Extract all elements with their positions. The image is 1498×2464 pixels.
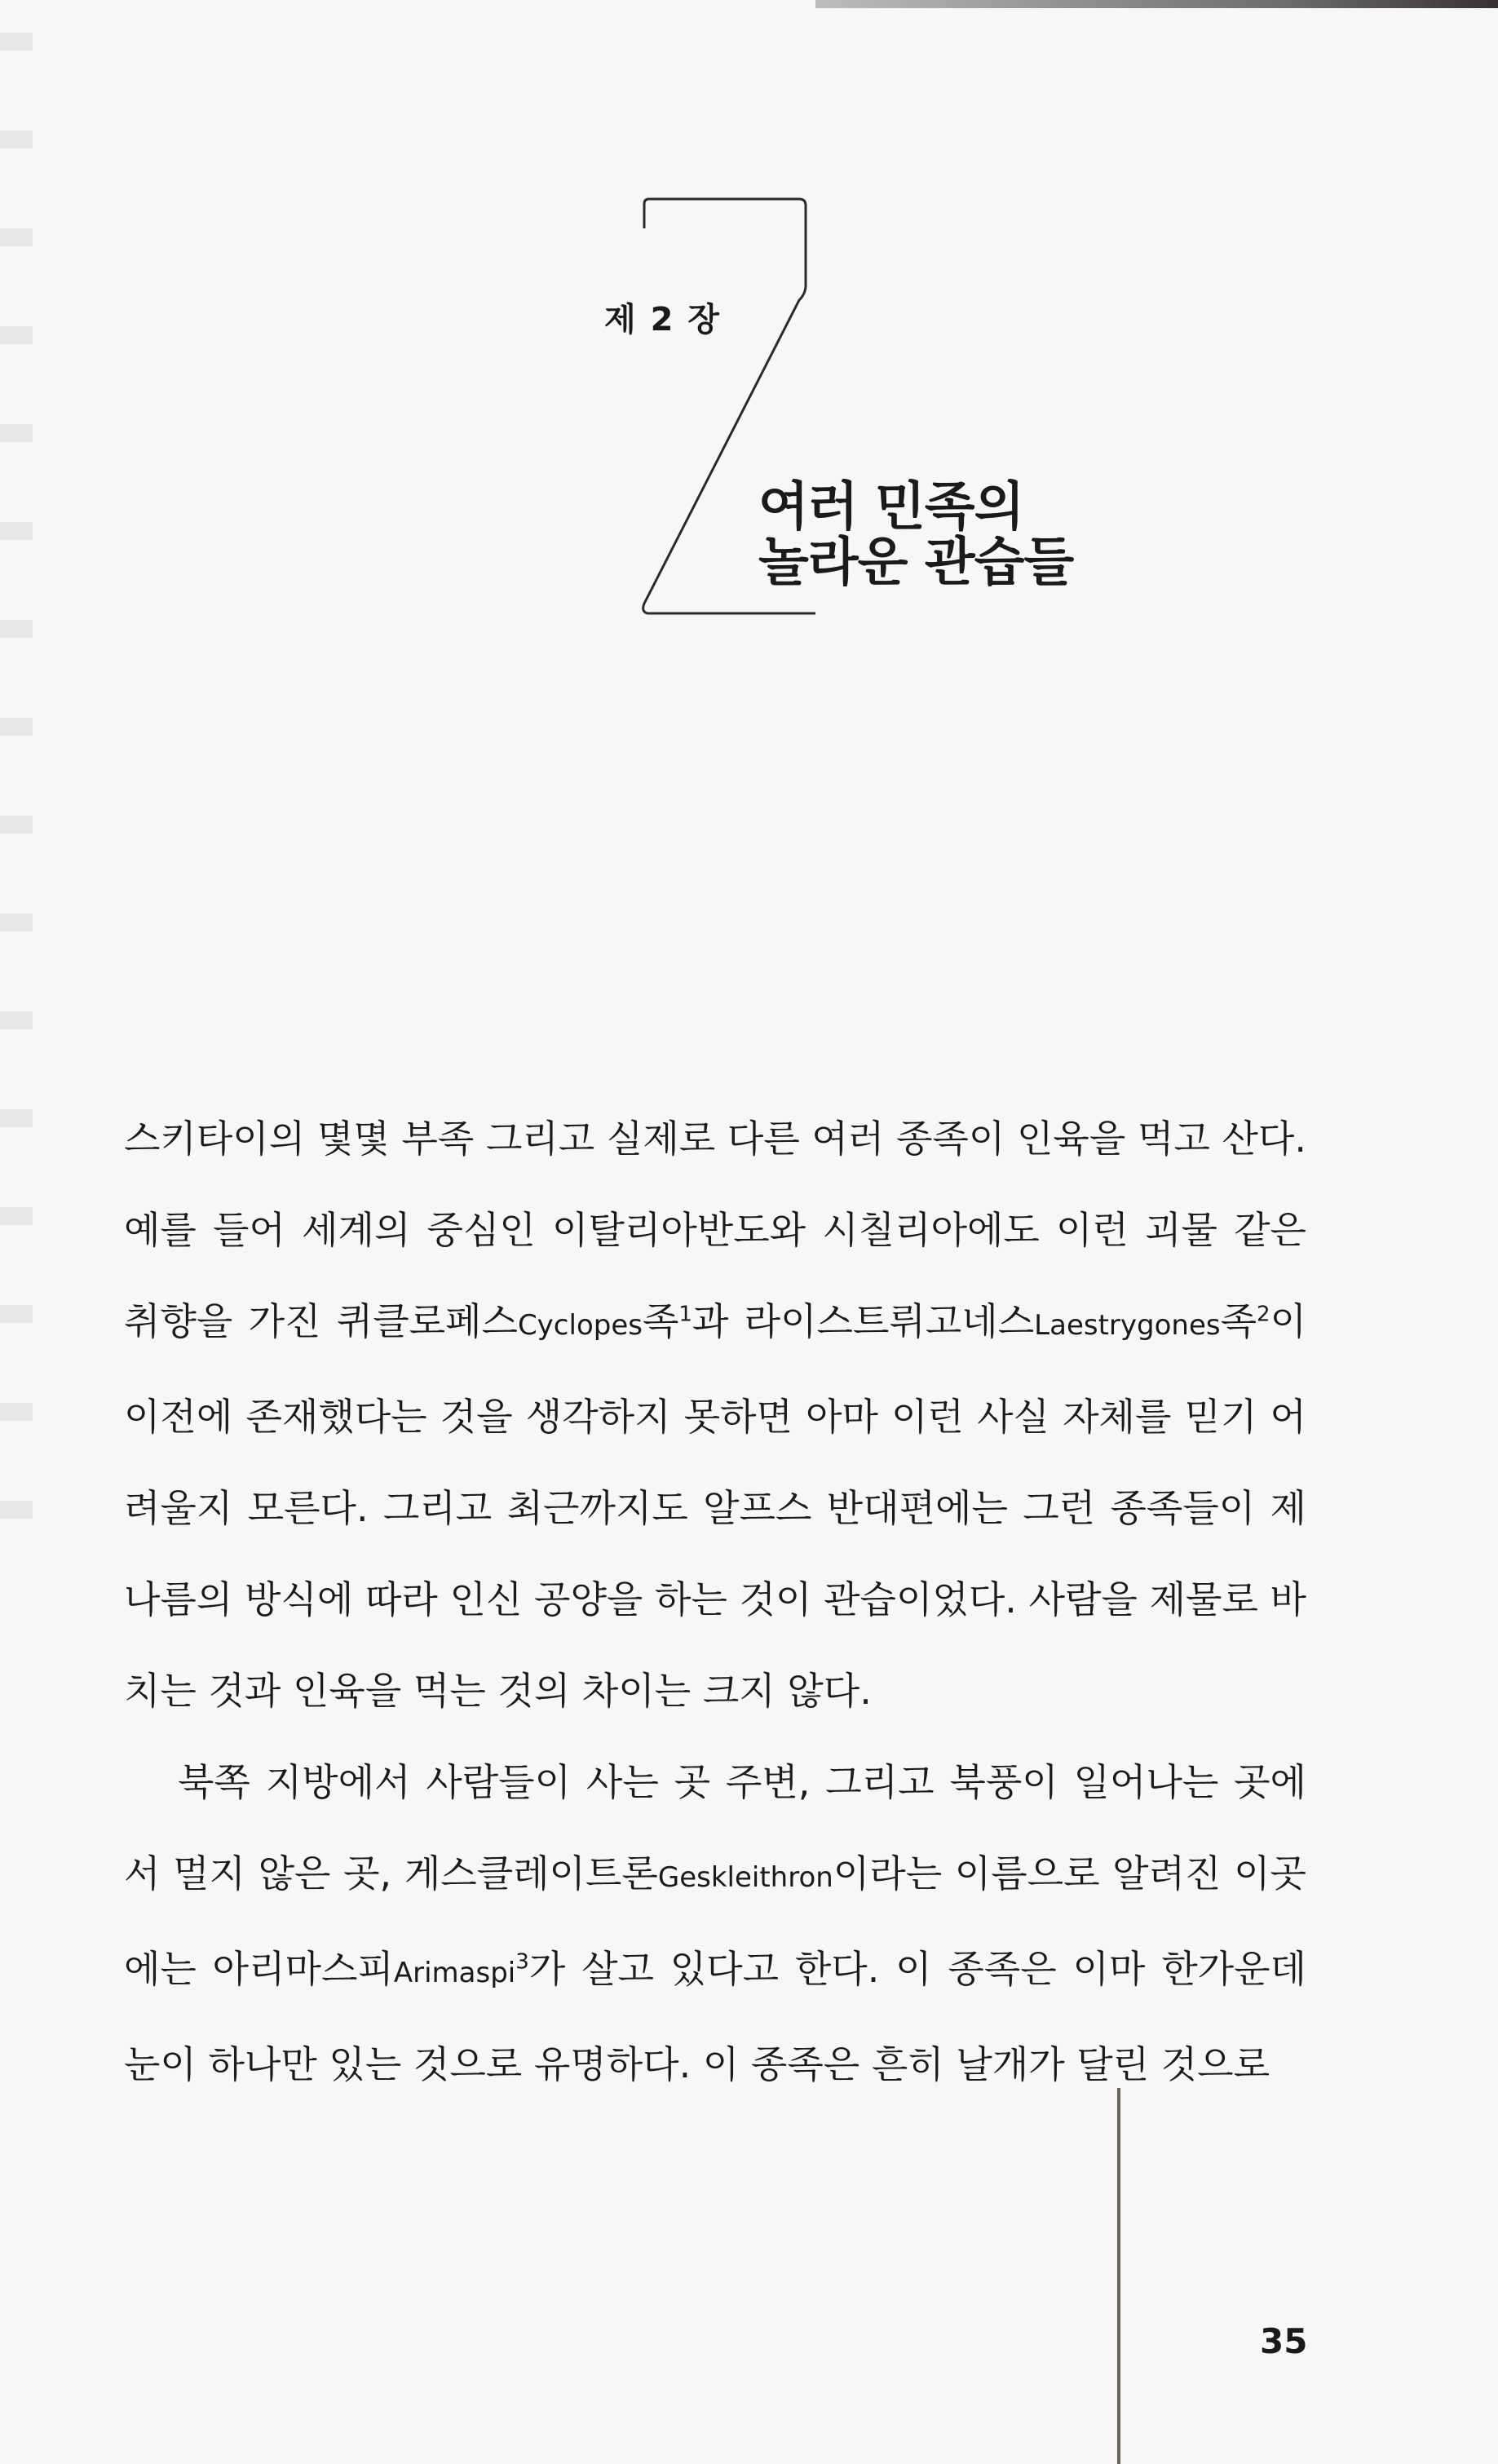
paragraph-2-text-b: 이라는 이름으로 알려진 이곳에는 아리마스피 [124, 1851, 1306, 1991]
paragraph-1-text-c: 과 라이스트뤼고네스 [692, 1299, 1035, 1343]
latin-term-cyclopes: Cyclopes [517, 1309, 643, 1342]
paragraph-2 [124, 1736, 1306, 2110]
paragraph-1-text-e: 이 이전에 존재했다는 것을 생각하지 못하면 아마 이런 사실 자체를 믿기 어려울지 모른다. 그리고 최근까지도 알프스 반대편에는 그런 종족들이 제 나름의 방식에 따라 인신 공양을 하는 것이 관습이었다. 사람을 제물로 바치는 것과 인육을 먹는 것의 차이는 크지 않다. [124, 1299, 1306, 1713]
paragraph-1-text-b: 족 [642, 1299, 679, 1343]
left-margin-bleed [0, 33, 33, 1582]
chapter-title-line-2: 놀라운 관습들 [758, 533, 1074, 593]
paragraph-2-text-a: 북쪽 지방에서 사람들이 사는 곳 주변, 그리고 북풍이 일어나는 곳에서 멀지 않은 곳, 게스클레이트론 [124, 1760, 1306, 1896]
paragraph-1-text-d: 족 [1220, 1299, 1257, 1343]
footnote-ref-1[interactable]: 1 [678, 1302, 692, 1327]
latin-term-laestrygones: Laestrygones [1034, 1309, 1221, 1342]
footnote-ref-2[interactable]: 2 [1257, 1302, 1270, 1327]
page-number: 35 [1260, 2321, 1308, 2361]
paragraph-1 [124, 1093, 1306, 1736]
paragraph-2-text-c: 가 살고 있다고 한다. 이 종족은 이마 한가운데 눈이 하나만 있는 것으로 유명하다. 이 종족은 흔히 날개가 달린 것으로 [124, 1947, 1306, 2086]
chapter-title-line-1: 여러 민족의 [758, 477, 1024, 537]
latin-term-geskleithron: Geskleithron [657, 1861, 833, 1894]
gutter-line [1117, 2088, 1120, 2464]
footnote-ref-3[interactable]: 3 [515, 1949, 529, 1975]
chapter-label: 제 2 장 [604, 301, 721, 338]
latin-term-arimaspi: Arimaspi [393, 1957, 516, 1989]
chapter-title [758, 477, 1074, 593]
body-text [124, 1093, 1306, 2110]
page-top-edge [815, 0, 1498, 8]
paragraph-1-text-a: 스키타이의 몇몇 부족 그리고 실제로 다른 여러 종족이 인육을 먹고 산다. 예를 들어 세계의 중심인 이탈리아반도와 시칠리아에도 이런 괴물 같은 취향을 가진 퀴클로페스 [124, 1117, 1306, 1343]
